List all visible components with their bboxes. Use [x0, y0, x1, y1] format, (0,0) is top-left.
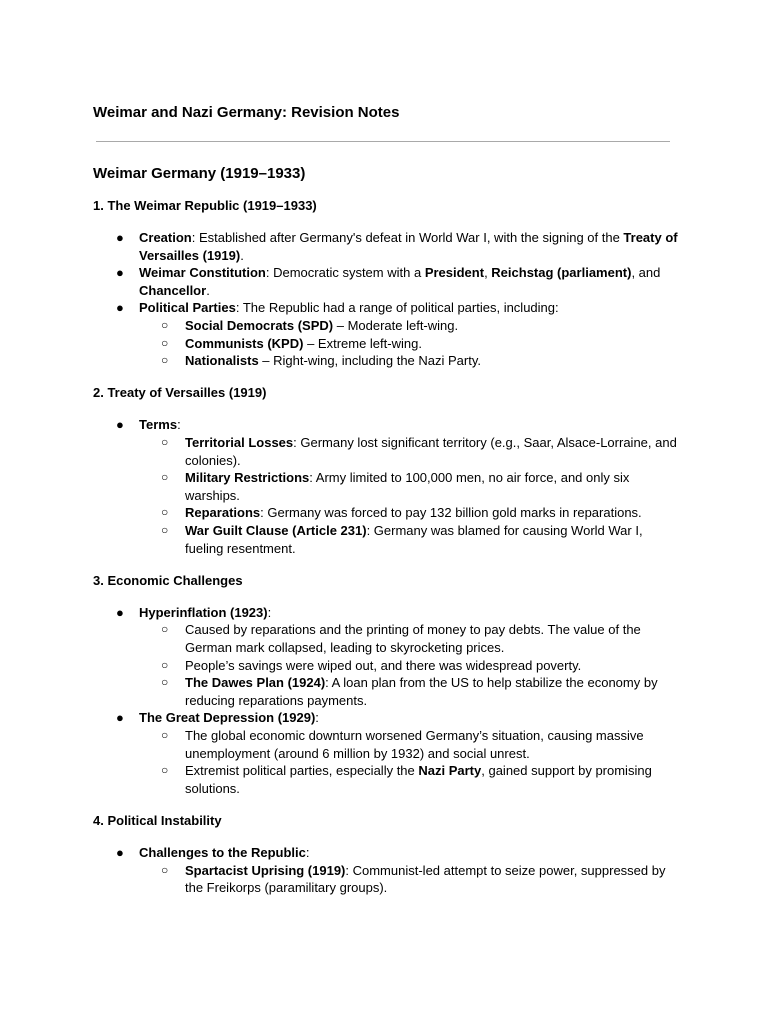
circle-bullet-icon: ○ — [161, 622, 169, 637]
sub-item-text: The global economic downturn worsened Germany’s situation, causing massive unemployment (around 6 million by 1932) and social unrest. — [185, 727, 644, 761]
bullet-icon: ● — [116, 844, 124, 860]
bullet-list — [93, 844, 683, 897]
list-item — [93, 604, 683, 710]
sub-list-item — [139, 762, 683, 797]
item-text: : — [315, 710, 319, 726]
item-label: Hyperinflation (1923) — [139, 604, 268, 620]
item-text: , and — [631, 265, 661, 281]
sub-item-label: War Guilt Clause (Article 231) — [185, 523, 367, 538]
subheading-political-instability: 4. Political Instability — [93, 812, 222, 828]
notes-content — [93, 197, 683, 911]
bullet-list — [93, 604, 683, 798]
list-item — [93, 844, 683, 897]
list-item — [93, 264, 683, 299]
sub-list-item — [139, 727, 683, 762]
sub-list-item — [139, 621, 683, 656]
item-label: Terms — [139, 417, 178, 433]
bullet-icon: ● — [116, 230, 124, 246]
list-item — [93, 709, 683, 797]
sub-item-label: Territorial Losses — [185, 435, 294, 451]
sub-item-text: – Extreme left-wing. — [303, 335, 422, 351]
sub-item-label: Military Restrictions — [185, 470, 310, 486]
list-item — [93, 229, 683, 264]
item-label: Creation — [139, 230, 192, 246]
sub-list — [139, 727, 683, 797]
bullet-list — [93, 229, 683, 370]
sub-item-text: : A loan plan from the US to help stabilize the economy by reducing reparations payments. — [185, 675, 658, 708]
circle-bullet-icon: ○ — [161, 657, 169, 672]
sub-list-item — [139, 469, 683, 504]
sub-list-item — [139, 352, 683, 370]
item-text: : Established after Germany's defeat in World War I, with the signing of the — [191, 230, 624, 246]
circle-bullet-icon: ○ — [161, 523, 169, 537]
bullet-icon: ● — [116, 710, 124, 726]
sub-list-item — [139, 522, 683, 557]
sub-item-text: : Germany was forced to pay 132 billion gold marks in reparations. — [260, 505, 642, 521]
sub-list-item — [139, 434, 683, 469]
item-emphasis: President — [424, 265, 485, 281]
sub-item-text: People’s savings were wiped out, and there was widespread poverty. — [185, 657, 582, 673]
item-text: , — [484, 265, 492, 281]
item-text: : — [267, 604, 272, 620]
list-item — [93, 416, 683, 557]
sub-list — [139, 434, 683, 557]
item-text: : — [177, 417, 181, 433]
sub-item-text: Extremist political parties, especially the — [185, 763, 419, 779]
sub-item-label: Nationalists — [185, 353, 259, 369]
sub-item-label: Spartacist Uprising (1919) — [185, 862, 346, 878]
section-title: Weimar Germany (1919–1933) — [93, 165, 306, 182]
sub-item-text: – Moderate left-wing. — [333, 318, 459, 334]
circle-bullet-icon: ○ — [161, 727, 169, 742]
item-text: : The Republic had a range of political parties, including: — [235, 300, 559, 316]
sub-list — [139, 621, 683, 709]
item-text: : — [305, 844, 310, 860]
sub-item-text: : Army limited to 100,000 men, no air force, and only six warships. — [185, 470, 630, 503]
circle-bullet-icon: ○ — [161, 862, 169, 877]
circle-bullet-icon: ○ — [161, 675, 169, 690]
sub-list-item — [139, 504, 683, 522]
sub-item-label: Communists (KPD) — [185, 335, 304, 351]
item-emphasis: Chancellor — [139, 282, 207, 298]
item-text: : Democratic system with a — [265, 265, 425, 281]
item-label: Challenges to the Republic — [139, 844, 306, 860]
subheading-weimar-republic: 1. The Weimar Republic (1919–1933) — [93, 198, 317, 213]
item-label: Weimar Constitution — [139, 265, 266, 281]
bullet-icon: ● — [116, 417, 124, 433]
document-title: Weimar and Nazi Germany: Revision Notes — [93, 104, 400, 121]
item-label: Political Parties — [139, 300, 236, 316]
circle-bullet-icon: ○ — [161, 318, 169, 333]
item-text: . — [206, 282, 210, 298]
subheading-treaty-of-versailles: 2. Treaty of Versailles (1919) — [93, 385, 267, 401]
sub-item-text: Caused by reparations and the printing of money to pay debts. The value of the German mark collapsed, leading to skyrocketing prices. — [185, 622, 641, 655]
bullet-list — [93, 416, 683, 557]
sub-list-item — [139, 335, 683, 353]
bullet-icon: ● — [116, 604, 124, 620]
sub-list — [139, 862, 683, 897]
sub-item-text: : Germany lost significant territory (e.g., Saar, Alsace-Lorraine, and colonies). — [185, 435, 677, 468]
sub-list-item — [139, 862, 683, 897]
sub-list-item — [139, 657, 683, 675]
bullet-icon: ● — [116, 265, 124, 281]
horizontal-divider — [96, 141, 670, 142]
circle-bullet-icon: ○ — [161, 435, 169, 450]
sub-list — [139, 317, 683, 370]
circle-bullet-icon: ○ — [161, 763, 169, 778]
sub-item-label: Reparations — [185, 505, 261, 521]
circle-bullet-icon: ○ — [161, 353, 169, 368]
subheading-economic-challenges: 3. Economic Challenges — [93, 572, 243, 588]
item-emphasis: Reichstag (parliament) — [491, 265, 632, 281]
circle-bullet-icon: ○ — [161, 470, 169, 485]
bullet-icon: ● — [116, 300, 124, 316]
circle-bullet-icon: ○ — [161, 505, 169, 520]
sub-item-text: , gained support by promising solutions. — [185, 763, 652, 796]
sub-item-label: Social Democrats (SPD) — [185, 318, 334, 334]
item-emphasis: Treaty of Versailles (1919) — [139, 230, 678, 263]
sub-item-label: The Dawes Plan (1924) — [185, 675, 326, 691]
sub-item-text: – Right-wing, including the Nazi Party. — [258, 353, 481, 369]
list-item — [93, 299, 683, 369]
sub-item-text: : Germany was blamed for causing World War I, fueling resentment. — [185, 523, 643, 556]
item-text: . — [240, 247, 244, 263]
sub-list-item — [139, 674, 683, 709]
sub-item-text: : Communist-led attempt to seize power, suppressed by the Freikorps (paramilitary groups). — [185, 862, 666, 896]
sub-item-emphasis: Nazi Party — [418, 763, 482, 779]
item-label: The Great Depression (1929) — [139, 710, 316, 726]
sub-list-item — [139, 317, 683, 335]
circle-bullet-icon: ○ — [161, 335, 169, 350]
